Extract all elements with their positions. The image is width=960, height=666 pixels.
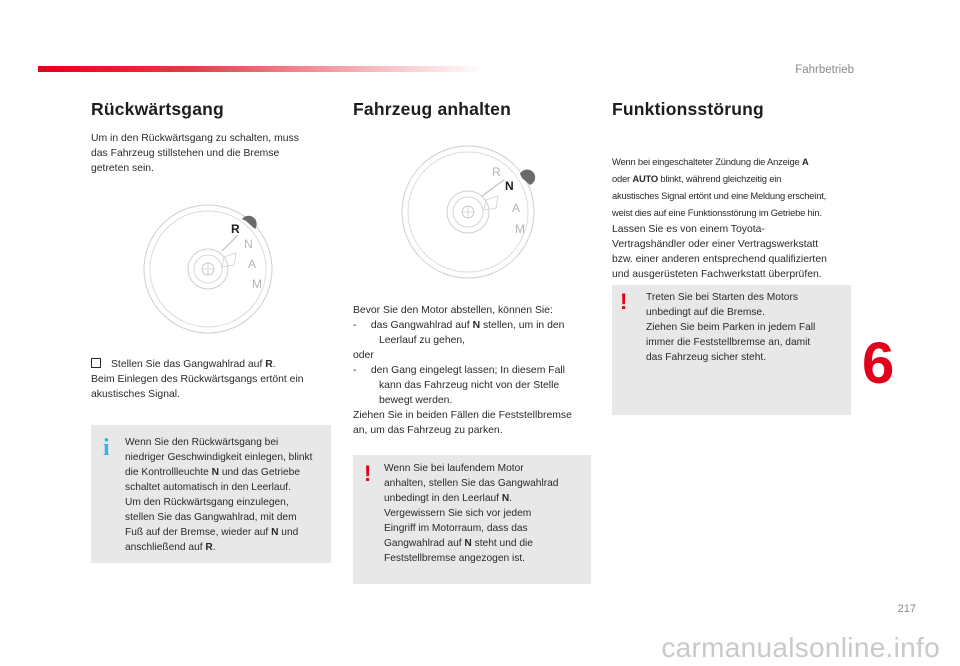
info-line: schaltet automatisch in den Leerlauf. [125, 482, 291, 493]
section-label: Fahrbetrieb [795, 64, 854, 76]
warning-line: Gangwahlrad auf N steht und die [384, 538, 533, 549]
body-line: Ziehen Sie in beiden Fällen die Feststellbremse [353, 410, 572, 421]
info-line: die Kontrollleuchte N und das Getriebe [125, 467, 301, 478]
warning-line: Wenn Sie bei laufendem Motor [384, 463, 524, 474]
gear-selector-dial-neutral [398, 138, 548, 286]
info-line: Wenn Sie den Rückwärtsgang bei [125, 437, 279, 448]
dial-letter-a: A [512, 201, 521, 215]
warning-box-text [384, 461, 587, 566]
dial-pointer [222, 235, 238, 251]
watermark: carmanualsonline.info [661, 632, 940, 663]
dial-letter-r: R [231, 222, 240, 236]
dial-letter-n: N [244, 237, 253, 251]
header-accent-bar [38, 66, 484, 72]
body-line: und ausgerüsteten Fachwerkstatt überprüfen. [612, 269, 822, 280]
stop-vehicle-title: Fahrzeug anhalten [353, 99, 512, 119]
dial-letter-r: R [492, 165, 501, 179]
body-line: Lassen Sie es von einem Toyota- [612, 224, 765, 235]
gear-selector-dial-reverse [138, 197, 278, 337]
warning-line: immer die Feststellbremse an, damit [646, 337, 811, 348]
reverse-gear-title: Rückwärtsgang [91, 99, 224, 119]
reverse-instruction-line: akustisches Signal. [91, 389, 180, 400]
reverse-instruction-line: Beim Einlegen des Rückwärtsgangs ertönt ein [91, 374, 304, 385]
small-line: akustisches Signal ertönt und eine Meldung erscheint, [612, 190, 827, 201]
info-line: Um den Rückwärtsgang einzulegen, [125, 497, 289, 508]
malfunction-note [612, 153, 862, 221]
warning-line: unbedingt auf die Bremse. [646, 307, 765, 318]
dial-marker [484, 196, 498, 210]
reverse-intro-line: das Fahrzeug stillstehen und die Bremse [91, 148, 280, 159]
dial-pointer [482, 180, 504, 196]
info-line: niedriger Geschwindigkeit einlegen, blinkt [125, 452, 313, 463]
dial-letter-n: N [505, 179, 514, 193]
info-icon: i [103, 435, 110, 461]
warning-box-start [612, 285, 851, 415]
small-line: weist dies auf eine Funktionsstörung im Getriebe hin. [612, 207, 822, 218]
warning-line: Vergewissern Sie sich vor jedem [384, 508, 532, 519]
body-line: bewegt werden. [353, 395, 453, 406]
body-line: - das Gangwahlrad auf N stellen, um in den [353, 320, 565, 331]
warning-line: das Fahrzeug sicher steht. [646, 352, 767, 363]
reverse-instruction [91, 357, 336, 402]
dial-selected-indicator [242, 216, 257, 229]
small-line: oder AUTO blinkt, während gleichzeitig ein [612, 173, 782, 184]
info-box-reverse [91, 425, 331, 563]
malfunction-title: Funktionsstörung [612, 99, 764, 119]
warning-line: unbedingt in den Leerlauf N. [384, 493, 513, 504]
warning-box-text [646, 290, 846, 365]
warning-line: anhalten, stellen Sie das Gangwahlrad [384, 478, 559, 489]
dial-marker [222, 253, 236, 267]
checkbox-bullet-icon [91, 358, 101, 368]
info-line: anschließend auf R. [125, 542, 216, 553]
body-line: kann das Fahrzeug nicht von der Stelle [353, 380, 560, 391]
warning-line: Treten Sie bei Starten des Motors [646, 292, 798, 303]
reverse-instruction-line: Stellen Sie das Gangwahlrad auf R. [91, 357, 336, 372]
stop-vehicle-body [353, 303, 598, 438]
reverse-gear-intro [91, 131, 331, 176]
info-line: Fuß auf der Bremse, wieder auf N und [125, 527, 299, 538]
warning-box-stop [353, 455, 591, 584]
page-number: 217 [897, 603, 916, 615]
body-line: oder [353, 350, 374, 361]
body-line: - den Gang eingelegt lassen; In diesem Fall [353, 365, 565, 376]
dial-letter-m: M [515, 222, 525, 236]
body-line: Leerlauf zu gehen, [353, 335, 466, 346]
warning-icon: ! [364, 461, 372, 486]
dial-selected-indicator [520, 170, 535, 185]
body-line: Bevor Sie den Motor abstellen, können Sie: [353, 305, 553, 316]
small-line: Wenn bei eingeschalteter Zündung die Anzeige A [612, 156, 809, 167]
reverse-intro-line: getreten sein. [91, 163, 154, 174]
warning-line: Ziehen Sie beim Parken in jedem Fall [646, 322, 816, 333]
chapter-number: 6 [862, 331, 895, 396]
dial-letter-a: A [248, 257, 257, 271]
body-line: bzw. einer anderen entsprechend qualifizierten [612, 254, 827, 265]
warning-line: Eingriff im Motorraum, dass das [384, 523, 528, 534]
malfunction-body [612, 222, 857, 282]
info-line: stellen Sie das Gangwahlrad, mit dem [125, 512, 297, 523]
warning-line: Feststellbremse angezogen ist. [384, 553, 525, 564]
reverse-intro-line: Um in den Rückwärtsgang zu schalten, muss [91, 133, 299, 144]
warning-icon: ! [620, 289, 628, 314]
dial-letter-m: M [252, 277, 262, 291]
body-line: an, um das Fahrzeug zu parken. [353, 425, 503, 436]
info-box-text [125, 435, 327, 555]
body-line: Vertragshändler oder einer Vertragswerkstatt [612, 239, 819, 250]
